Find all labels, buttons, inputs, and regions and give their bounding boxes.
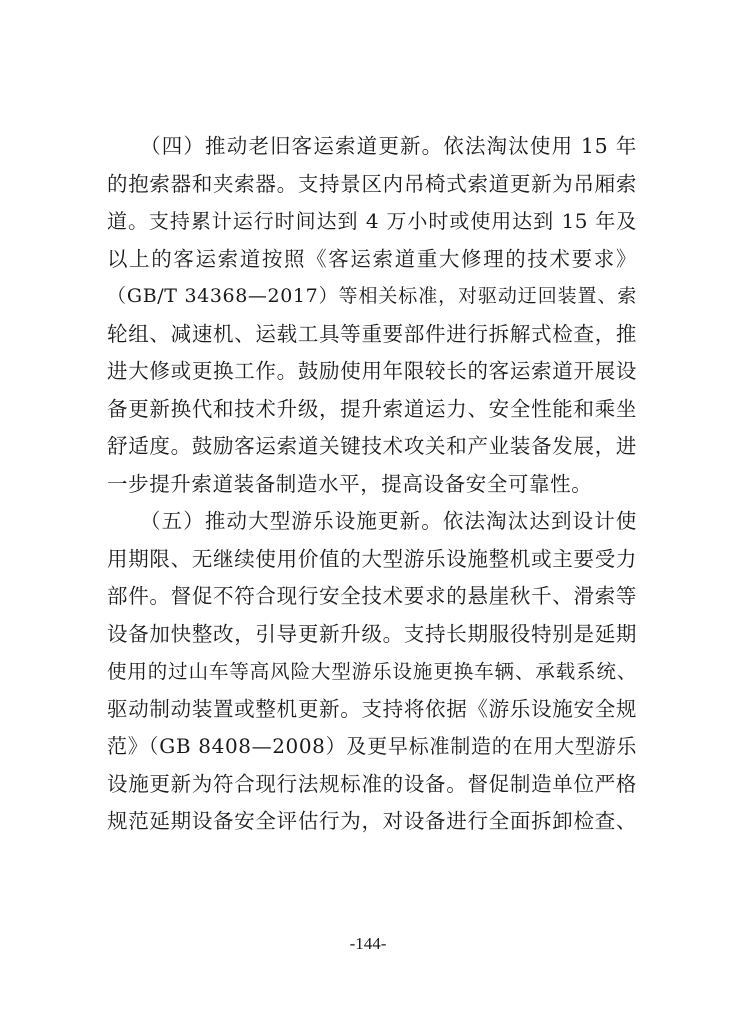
text-line: 设施更新为符合现行法规标准的设备。督促制造单位严格: [107, 771, 637, 796]
text-line: 设备加快整改，引导更新升级。支持长期服役特别是延期: [107, 621, 637, 646]
text-line: 范》（GB 8408—2008）及更早标准制造的在用大型游乐: [107, 734, 637, 758]
text-line: 进大修或更换工作。鼓励使用年限较长的客运索道开展设: [107, 359, 637, 383]
paragraph-amusement-ride-renewal: [107, 503, 637, 841]
text-line: 驱动制动装置或整机更新。支持将依据《游乐设施安全规: [107, 696, 637, 721]
text-line: （四）推动老旧客运索道更新。依法淘汰使用 15 年: [107, 134, 637, 158]
text-line: 部件。督促不符合现行安全技术要求的悬崖秋千、滑索等: [107, 584, 637, 608]
text-line: 一步提升索道装备制造水平，提高设备安全可靠性。: [107, 471, 593, 496]
text-line: 规范延期设备安全评估行为，对设备进行全面拆卸检查、: [107, 809, 637, 833]
text-line: 使用的过山车等高风险大型游乐设施更换车辆、承载系统、: [107, 660, 637, 683]
text-line: 轮组、减速机、运载工具等重要部件进行拆解式检查，推: [107, 321, 637, 346]
body-text: [107, 128, 637, 841]
paragraph-cableway-renewal: [107, 128, 637, 503]
text-line: 道。支持累计运行时间达到 4 万小时或使用达到 15 年及: [107, 209, 637, 233]
text-line: （GB/T 34368—2017）等相关标准，对驱动迂回装置、索: [107, 285, 637, 307]
text-line: 以上的客运索道按照《客运索道重大修理的技术要求》: [107, 246, 637, 271]
text-line: 舒适度。鼓励客运索道关键技术攻关和产业装备发展，进: [107, 434, 637, 458]
text-line: 用期限、无继续使用价值的大型游乐设施整机或主要受力: [107, 546, 637, 571]
text-line: （五）推动大型游乐设施更新。依法淘汰达到设计使: [107, 509, 637, 533]
text-line: 的抱索器和夹索器。支持景区内吊椅式索道更新为吊厢索: [107, 171, 637, 196]
page-number: -144-: [349, 934, 387, 953]
text-line: 备更新换代和技术升级，提升索道运力、安全性能和乘坐: [107, 396, 637, 421]
